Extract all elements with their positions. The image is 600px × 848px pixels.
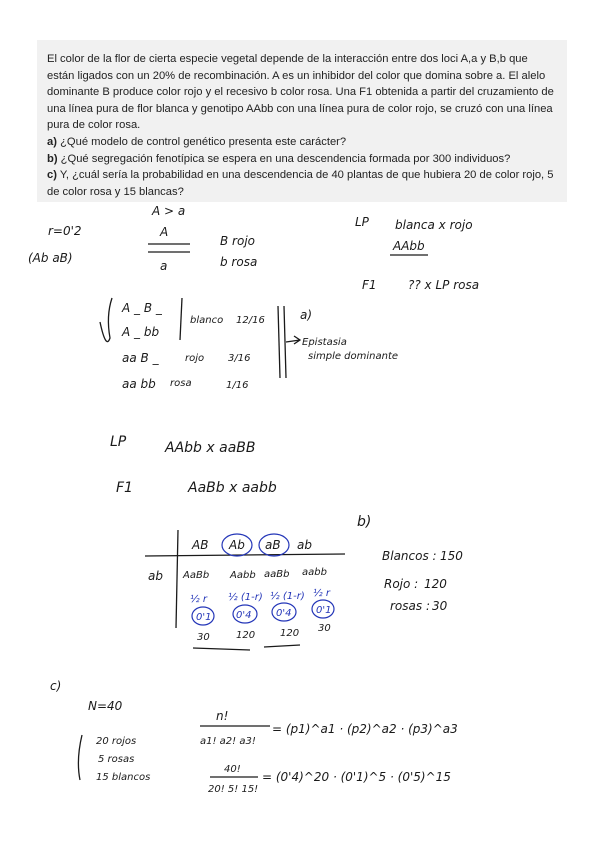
f1-text: ?? x LP rosa (408, 278, 480, 292)
pheno-row-3-ratio: 3/16 (228, 353, 251, 364)
pheno-row-4-ratio: 1/16 (226, 380, 249, 391)
offspring-1: AaBb (183, 570, 210, 581)
total-label-1: Blancos : (382, 549, 437, 563)
f1b-label: F1 (116, 480, 133, 496)
lp1-label: LP (355, 215, 369, 229)
lp2-cross: AAbb x aaBB (165, 440, 256, 456)
lp2-label: LP (110, 434, 127, 450)
pheno-row-2-pheno: blanco (190, 315, 224, 326)
freq-3: ½ (1-r) (270, 591, 305, 602)
c-item-1: 20 rojos (96, 736, 137, 747)
question-c: c) Y, ¿cuál sería la probabilidad en una descendencia de 40 plantas de que hubiera 20 de color rojo, 5 de color rosa y 15 blancas? (47, 169, 554, 198)
pheno-row-2-geno: A _ bb (122, 325, 160, 339)
total-label-2: Rojo : (384, 577, 419, 591)
answer-a-label: a) (300, 308, 313, 322)
count-4: 30 (318, 623, 331, 634)
double-bar (284, 306, 286, 378)
recombination-note: r=0'2 (48, 224, 82, 238)
double-bar (278, 306, 280, 378)
total-label-3: rosas : (390, 599, 430, 613)
offspring-4: aabb (302, 567, 327, 578)
total-value-2: 120 (424, 577, 447, 591)
c-item-2: 5 rosas (98, 754, 135, 765)
prob-4: 0'1 (316, 605, 332, 616)
formula-denominator: a1! a2! a3! (200, 736, 256, 747)
pheno-row-4-pheno: rosa (170, 378, 192, 389)
f1b-cross: AaBb x aabb (188, 480, 277, 496)
freq-1: ½ r (190, 594, 207, 605)
pheno-row-2-ratio: 12/16 (236, 315, 265, 326)
formula-rhs: = (p1)^a1 · (p2)^a2 · (p3)^a3 (272, 722, 458, 736)
pheno-row-3-pheno: rojo (185, 353, 205, 364)
offspring-2: Aabb (230, 570, 256, 581)
dominance-note: A > a (152, 204, 186, 218)
f1-genotype-note: (Ab aB) (28, 251, 73, 265)
count-2: 120 (236, 630, 256, 641)
offspring-3: aaBb (264, 569, 290, 580)
lp1-genotype: AAbb (393, 239, 425, 253)
calc-denominator: 20! 5! 15! (208, 784, 259, 795)
prob-3: 0'4 (276, 608, 292, 619)
f1-label: F1 (362, 278, 377, 292)
freq-4: ½ r (313, 588, 330, 599)
answer-a-line1: Epistasia (302, 337, 347, 348)
row-gamete: ab (148, 569, 163, 583)
prob-1: 0'1 (196, 612, 212, 623)
gamete-3: aB (265, 538, 281, 552)
count-3: 120 (280, 628, 300, 639)
link-top: A (160, 225, 169, 239)
brace (100, 298, 112, 342)
pheno-row-4-geno: aa bb (122, 377, 156, 391)
c-item-3: 15 blancos (96, 772, 151, 783)
freq-2: ½ (1-r) (228, 592, 263, 603)
pheno-row-1-geno: A _ B _ (122, 301, 162, 315)
count-1: 30 (197, 632, 210, 643)
arrow (286, 336, 300, 344)
total-value-3: 30 (432, 599, 448, 613)
link-bottom: a (160, 259, 168, 273)
sample-size: N=40 (88, 699, 123, 713)
answer-b-label: b) (357, 514, 372, 530)
total-value-1: 150 (440, 549, 463, 563)
pheno-row-3-geno: aa B _ (122, 351, 159, 365)
gamete-4: ab (297, 538, 312, 552)
divider (180, 298, 182, 340)
calc-numerator: 40! (224, 764, 241, 775)
brace (78, 735, 82, 780)
b-rosa: b rosa (220, 255, 258, 269)
answer-c-label: c) (50, 679, 62, 693)
prob-2: 0'4 (236, 610, 252, 621)
question-a: a) ¿Qué modelo de control genético presenta este carácter? (47, 135, 347, 148)
grouping-lines (193, 645, 300, 650)
question-b: b) ¿Qué segregación fenotípica se espera en una descendencia formada por 300 individuos? (47, 152, 511, 165)
answer-a-line2: simple dominante (308, 351, 399, 362)
table-vline (176, 530, 178, 628)
formula-numerator: n! (216, 709, 229, 723)
calc-rhs: = (0'4)^20 · (0'1)^5 · (0'5)^15 (262, 770, 451, 784)
b-rojo: B rojo (220, 234, 255, 248)
lp1-text: blanca x rojo (395, 218, 473, 232)
gamete-2: Ab (229, 538, 245, 552)
gamete-1: AB (192, 538, 209, 552)
problem-intro: El color de la flor de cierta especie vegetal depende de la interacción entre dos loci A,a y B,b que están ligados con un 20% de recombinación. A es un inhibidor del color que domina sobre a. El alelo dominante B produce color rojo y el recesivo b color rosa. Una F1 obtenida a partir del cruzamiento de una línea pura de flor blanca y genotipo AAbb con una línea pura de color rojo, se cruzó con una línea pura de color rosa. (47, 53, 554, 132)
